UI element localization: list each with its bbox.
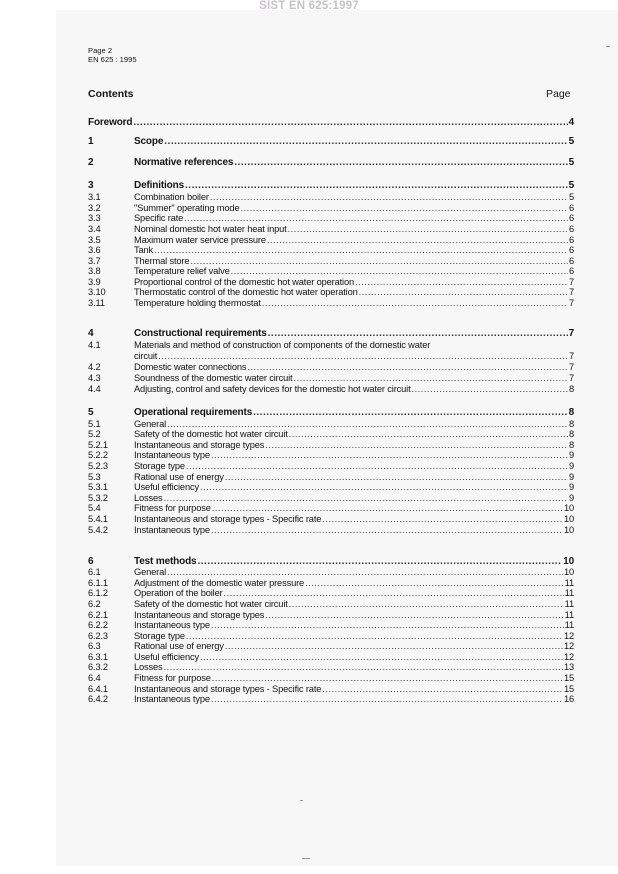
toc-dot-leader — [211, 525, 563, 535]
toc-entry[interactable] — [88, 181, 574, 191]
toc-entry-number: 3.3 — [88, 213, 101, 223]
toc-entry-title: Combination boiler — [134, 192, 209, 202]
toc-entry[interactable] — [88, 440, 574, 450]
toc-entry-number: 4.4 — [88, 384, 101, 394]
toc-entry-page: 7 — [568, 287, 574, 297]
toc-dot-leader — [225, 641, 563, 651]
toc-entry-page: 8 — [568, 440, 574, 450]
toc-entry-title: Storage type — [134, 461, 185, 471]
toc-entry-number: 3.10 — [88, 287, 106, 297]
toc-entry-title: Storage type — [134, 631, 185, 641]
toc-entry-number: 6.2.3 — [88, 631, 108, 641]
toc-entry-title: Definitions — [134, 180, 185, 191]
toc-entry-page: 12 — [563, 631, 574, 641]
toc-dot-leader — [262, 298, 568, 308]
toc-entry-title: Specific rate — [134, 213, 184, 223]
toc-dot-leader — [200, 652, 563, 662]
toc-entry-title: Domestic water connections — [134, 362, 247, 372]
toc-entry-page: 16 — [563, 694, 574, 704]
toc-entry-page: 7 — [568, 328, 574, 339]
toc-dot-leader — [234, 158, 567, 168]
toc-entry[interactable] — [88, 631, 574, 641]
toc-entry-number: 5.2 — [88, 429, 101, 439]
toc-entry-title: Soundness of the domestic water circuit — [134, 373, 293, 383]
toc-entry[interactable] — [88, 213, 574, 223]
toc-entry[interactable] — [88, 620, 574, 630]
scan-speck — [302, 858, 310, 859]
toc-entry-title: Rational use of energy — [134, 641, 224, 651]
toc-entry-number: 6.2 — [88, 599, 101, 609]
toc-dot-leader — [212, 673, 563, 683]
toc-entry[interactable] — [88, 673, 574, 683]
toc-entry[interactable] — [88, 245, 574, 255]
toc-entry[interactable] — [88, 419, 574, 429]
toc-entry-page: 9 — [568, 493, 574, 503]
toc-entry-title: Instantaneous type — [134, 450, 210, 460]
toc-dot-leader — [322, 514, 563, 524]
toc-entry-title: General — [134, 419, 167, 429]
toc-entry-page: 8 — [568, 429, 574, 439]
toc-entry-title: Thermal store — [134, 256, 190, 266]
toc-dot-leader — [231, 266, 568, 276]
toc-entry[interactable] — [88, 472, 574, 482]
toc-entry[interactable] — [88, 684, 574, 694]
toc-entry[interactable] — [88, 362, 574, 372]
toc-dot-leader — [289, 599, 564, 609]
toc-entry-page: 5 — [568, 157, 574, 168]
toc-entry-title: Temperature holding thermostat — [134, 298, 261, 308]
toc-entry-page: 9 — [568, 482, 574, 492]
toc-entry-page: 10 — [563, 525, 574, 535]
toc-dot-leader — [197, 557, 562, 567]
toc-dot-leader — [164, 662, 563, 672]
toc-entry[interactable] — [88, 588, 574, 598]
toc-entry[interactable] — [88, 235, 574, 245]
toc-entry[interactable] — [88, 450, 574, 460]
toc-entry[interactable] — [88, 662, 574, 672]
toc-dot-leader — [253, 408, 567, 418]
toc-dot-leader — [186, 461, 568, 471]
toc-entry-number: 6.4 — [88, 673, 101, 683]
toc-dot-leader — [185, 181, 568, 191]
toc-entry-page: 11 — [564, 588, 574, 598]
toc-entry-number: 3.2 — [88, 203, 101, 213]
toc-entry-page: 7 — [568, 298, 574, 308]
toc-entry[interactable] — [88, 557, 574, 567]
toc-entry[interactable] — [88, 578, 574, 588]
toc-dot-leader — [224, 588, 564, 598]
toc-entry[interactable] — [88, 525, 574, 535]
toc-entry-title: Adjusting, control and safety devices for the domestic hot water circuit — [134, 384, 411, 394]
toc-entry[interactable] — [88, 329, 574, 339]
toc-entry-number: 5 — [88, 407, 94, 418]
toc-entry[interactable] — [88, 429, 574, 439]
toc-entry-title: Operational requirements — [134, 407, 253, 418]
toc-entry-title: Foreword — [88, 117, 133, 128]
toc-entry-number: 5.3.1 — [88, 482, 108, 492]
toc-entry-number: 3.5 — [88, 235, 101, 245]
toc-entry-title: Safety of the domestic hot water circuit — [134, 429, 288, 439]
toc-entry[interactable] — [88, 599, 574, 609]
watermark: SIST EN 625:1997 — [259, 0, 359, 12]
toc-entry-number: 5.1 — [88, 419, 101, 429]
toc-dot-leader — [167, 419, 568, 429]
toc-entry[interactable] — [88, 224, 574, 234]
toc-entry-number: 4 — [88, 328, 94, 339]
toc-entry-title: Losses — [134, 662, 163, 672]
toc-entry-page: 8 — [568, 419, 574, 429]
toc-entry-title: Instantaneous type — [134, 694, 210, 704]
toc-entry-number: 6 — [88, 556, 94, 567]
toc-entry-page: 6 — [568, 256, 574, 266]
toc-dot-leader — [210, 192, 568, 202]
toc-entry[interactable] — [88, 203, 574, 213]
toc-entry-page: 7 — [568, 351, 574, 361]
toc-entry-page: 7 — [568, 277, 574, 287]
toc-entry-title: Normative references — [134, 157, 234, 168]
toc-entry[interactable] — [88, 641, 574, 651]
toc-entry[interactable] — [88, 567, 574, 577]
toc-dot-leader — [133, 118, 567, 128]
toc-dot-leader — [265, 440, 568, 450]
toc-dot-leader — [186, 631, 563, 641]
toc-entry-page: 10 — [563, 503, 574, 513]
toc-entry-title: Adjustment of the domestic water pressure — [134, 578, 305, 588]
toc-entry-page: 15 — [563, 684, 574, 694]
scan-speck — [606, 46, 610, 47]
standard-reference: EN 625 : 1995 — [88, 55, 137, 64]
toc-dot-leader — [211, 620, 564, 630]
contents-heading: Contents — [88, 88, 134, 100]
page-column-heading: Page — [546, 88, 571, 100]
toc-dot-leader — [164, 493, 568, 503]
toc-entry-number: 1 — [88, 136, 94, 147]
toc-entry-number: 5.3.2 — [88, 493, 108, 503]
toc-entry-page: 11 — [564, 599, 574, 609]
toc-entry-page: 6 — [568, 235, 574, 245]
toc-entry[interactable] — [88, 137, 574, 147]
toc-entry-number: 6.4.2 — [88, 694, 108, 704]
toc-entry-number: 3.6 — [88, 245, 101, 255]
toc-entry-number: 3.1 — [88, 192, 101, 202]
toc-entry-number: 3 — [88, 180, 94, 191]
toc-entry-title: Nominal domestic hot water heat input — [134, 224, 287, 234]
toc-entry[interactable] — [88, 287, 574, 297]
toc-dot-leader — [268, 329, 568, 339]
toc-entry-page: 10 — [563, 567, 574, 577]
toc-entry-page: 9 — [568, 450, 574, 460]
toc-entry-number: 6.3.2 — [88, 662, 108, 672]
toc-entry-page: 15 — [563, 673, 574, 683]
toc-entry[interactable] — [88, 351, 574, 361]
toc-entry-page: 6 — [568, 203, 574, 213]
toc-entry-page: 4 — [568, 117, 574, 128]
toc-entry[interactable] — [88, 340, 574, 350]
toc-entry-number: 5.4.2 — [88, 525, 108, 535]
toc-entry-page: 12 — [563, 652, 574, 662]
toc-entry-title: Fitness for purpose — [134, 503, 211, 513]
toc-entry[interactable] — [88, 256, 574, 266]
toc-entry[interactable] — [88, 503, 574, 513]
toc-entry-page: 5 — [568, 180, 574, 191]
toc-entry-number: 6.3.1 — [88, 652, 108, 662]
toc-entry-title: Materials and method of construction of components of the domestic water — [134, 340, 431, 350]
toc-dot-leader — [167, 567, 563, 577]
toc-entry-number: 4.2 — [88, 362, 101, 372]
toc-entry-title: Test methods — [134, 556, 197, 567]
toc-entry-number: 6.2.1 — [88, 610, 108, 620]
toc-dot-leader — [184, 213, 568, 223]
toc-entry-page: 11 — [564, 610, 574, 620]
toc-entry-title: Useful efficiency — [134, 482, 199, 492]
toc-entry-page: 10 — [563, 514, 574, 524]
toc-entry-number: 6.1.1 — [88, 578, 108, 588]
toc-entry-page: 8 — [568, 384, 574, 394]
toc-entry-title: "Summer" operating mode — [134, 203, 240, 213]
toc-entry-title: Scope — [134, 136, 164, 147]
toc-entry[interactable] — [88, 694, 574, 704]
toc-entry-page: 7 — [568, 373, 574, 383]
toc-entry[interactable] — [88, 610, 574, 620]
toc-dot-leader — [289, 429, 568, 439]
toc-dot-leader — [355, 277, 568, 287]
toc-entry-page: 8 — [568, 407, 574, 418]
toc-dot-leader — [212, 503, 563, 513]
toc-entry-page: 6 — [568, 224, 574, 234]
toc-entry[interactable] — [88, 298, 574, 308]
toc-entry-title: Rational use of energy — [134, 472, 224, 482]
toc-entry-number: 5.4.1 — [88, 514, 108, 524]
toc-dot-leader — [247, 362, 568, 372]
toc-dot-leader — [265, 610, 563, 620]
toc-entry-number: 3.9 — [88, 277, 101, 287]
toc-dot-leader — [154, 245, 568, 255]
toc-dot-leader — [293, 373, 567, 383]
toc-entry-number: 5.4 — [88, 503, 101, 513]
toc-entry[interactable] — [88, 277, 574, 287]
toc-entry-title: Instantaneous type — [134, 525, 210, 535]
toc-entry-number: 3.11 — [88, 298, 105, 308]
toc-entry-page: 7 — [568, 362, 574, 372]
scan-speck — [300, 800, 303, 801]
toc-dot-leader — [288, 224, 568, 234]
toc-entry-title: Constructional requirements — [134, 328, 267, 339]
toc-entry-page: 5 — [568, 136, 574, 147]
toc-dot-leader — [211, 694, 563, 704]
toc-entry[interactable] — [88, 266, 574, 276]
toc-dot-leader — [211, 450, 568, 460]
toc-entry-page: 12 — [563, 641, 574, 651]
toc-entry-number: 3.4 — [88, 224, 101, 234]
toc-entry-title: General — [134, 567, 167, 577]
toc-entry-page: 6 — [568, 245, 574, 255]
toc-entry[interactable] — [88, 493, 574, 503]
toc-entry-title: Instantaneous and storage types - Specific rate — [134, 514, 322, 524]
toc-entry[interactable] — [88, 118, 574, 128]
toc-dot-leader — [240, 203, 568, 213]
toc-entry-number: 5.2.1 — [88, 440, 108, 450]
toc-entry-number: 6.3 — [88, 641, 101, 651]
toc-entry-number: 6.1.2 — [88, 588, 108, 598]
toc-entry-number: 6.4.1 — [88, 684, 108, 694]
toc-entry-page: 10 — [563, 556, 574, 567]
toc-dot-leader — [322, 684, 563, 694]
toc-entry-number: 3.8 — [88, 266, 101, 276]
toc-entry-page: 5 — [568, 192, 574, 202]
toc-entry[interactable] — [88, 461, 574, 471]
toc-entry-title: Tank — [134, 245, 154, 255]
toc-entry-title: Proportional control of the domestic hot water operation — [134, 277, 355, 287]
toc-entry-title: Useful efficiency — [134, 652, 199, 662]
toc-entry-number: 4.3 — [88, 373, 101, 383]
toc-entry-number: 6.1 — [88, 567, 101, 577]
toc-entry-page: 11 — [564, 578, 574, 588]
toc-entry[interactable] — [88, 192, 574, 202]
toc-entry-page: 6 — [568, 213, 574, 223]
toc-entry-title: Thermostatic control of the domestic hot water operation — [134, 287, 358, 297]
toc-dot-leader — [225, 472, 568, 482]
toc-entry[interactable] — [88, 514, 574, 524]
toc-entry-title: Maximum water service pressure — [134, 235, 266, 245]
toc-dot-leader — [412, 384, 568, 394]
toc-entry-page: 9 — [568, 461, 574, 471]
toc-entry-number: 5.3 — [88, 472, 101, 482]
toc-dot-leader — [305, 578, 564, 588]
toc-entry-number: 4.1 — [88, 340, 101, 350]
toc-entry-title: circuit — [134, 351, 158, 361]
toc-entry-page: 9 — [568, 472, 574, 482]
page-number-label: Page 2 — [88, 46, 113, 55]
toc-entry-page: 6 — [568, 266, 574, 276]
toc-entry-number: 5.2.3 — [88, 461, 108, 471]
toc-entry-title: Instantaneous type — [134, 620, 210, 630]
toc-entry-title: Safety of the domestic hot water circuit — [134, 599, 288, 609]
toc-entry[interactable] — [88, 652, 574, 662]
toc-dot-leader — [359, 287, 568, 297]
toc-entry-page: 11 — [564, 620, 574, 630]
toc-entry-title: Fitness for purpose — [134, 673, 211, 683]
toc-entry[interactable] — [88, 158, 574, 168]
toc-entry-number: 6.2.2 — [88, 620, 108, 630]
toc-dot-leader — [164, 137, 567, 147]
toc-entry-page: 13 — [563, 662, 574, 672]
toc-entry-title: Instantaneous and storage types - Specific rate — [134, 684, 322, 694]
toc-entry-title: Operation of the boiler — [134, 588, 223, 598]
toc-entry[interactable] — [88, 373, 574, 383]
toc-entry[interactable] — [88, 384, 574, 394]
toc-entry-title: Instantaneous and storage types — [134, 610, 265, 620]
toc-entry-title: Instantaneous and storage types — [134, 440, 265, 450]
toc-dot-leader — [200, 482, 568, 492]
toc-dot-leader — [190, 256, 568, 266]
toc-entry-number: 3.7 — [88, 256, 101, 266]
toc-entry-number: 2 — [88, 157, 94, 168]
toc-dot-leader — [267, 235, 568, 245]
toc-entry[interactable] — [88, 482, 574, 492]
toc-entry-number: 5.2.2 — [88, 450, 108, 460]
toc-entry-title: Temperature relief valve — [134, 266, 230, 276]
toc-entry[interactable] — [88, 408, 574, 418]
toc-dot-leader — [158, 351, 568, 361]
toc-entry-title: Losses — [134, 493, 163, 503]
